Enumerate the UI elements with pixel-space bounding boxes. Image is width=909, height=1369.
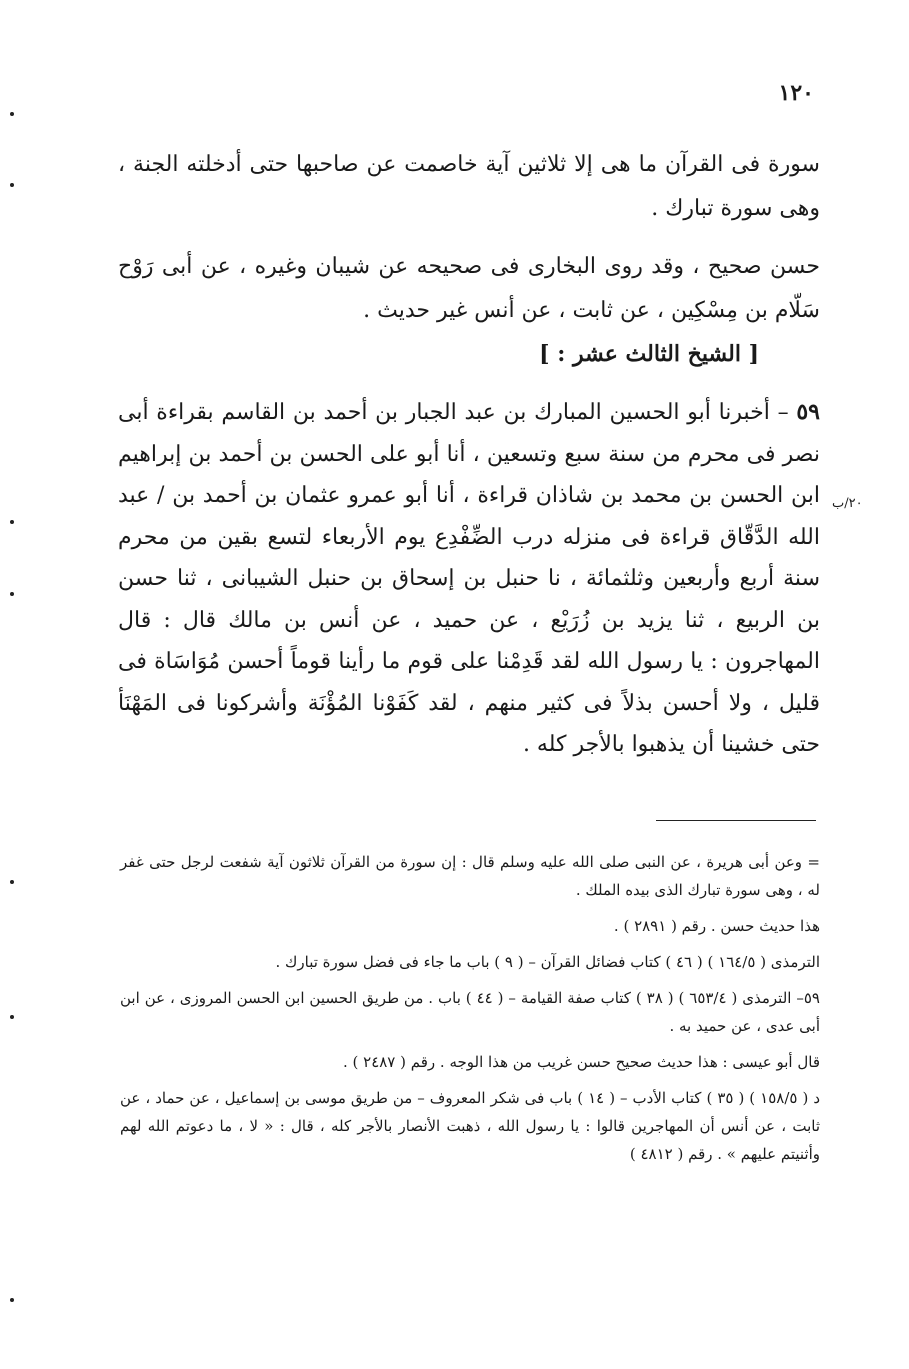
- footnote-separator: [656, 820, 816, 821]
- hadith-text: – أخبرنا أبو الحسين المبارك بن عبد الجبار بن أحمد بن القاسم بقراءة أبى نصر فى محرم من سنة سبع وتسعين ، أنا أبو على الحسن بن أحمد بن إبراهيم ابن الحسن بن محمد بن شاذان قراءة ، أنا أبو عمرو عثمان بن أحمد بن / عبد الله الدَّقّاق قراءة فى منزله درب الضِّفْدِع يوم الأربعاء لتسع بقين من محرم سنة أربع وأربعين وثلثمائة ، نا حنبل بن إسحاق بن حنبل الشيبانى ، ثنا حسن بن الربيع ، ثنا يزيد بن زُرَيْع ، عن حميد ، عن أنس بن مالك قال : قال المهاجرون : يا رسول الله لقد قَدِمْنا على قوم ما رأينا قوماً أحسن مُوَاسَاة فى قليل ، ولا أحسن بذلاً فى كثير منهم ، لقد كَفَوْنا المُؤْنَة وأشركونا فى المَهْنَأ حتى خشينا أن يذهبوا بالأجر كله .: [118, 400, 820, 757]
- scan-mark: [10, 1298, 14, 1302]
- footnote-2: هذا حديث حسن . رقم ( ٢٨٩١ ) .: [613, 917, 820, 935]
- scan-mark: [10, 880, 14, 884]
- footnote-5: قال أبو عيسى : هذا حديث صحيح حسن غريب من هذا الوجه . رقم ( ٢٤٨٧ ) .: [342, 1053, 820, 1071]
- footnote-3: الترمذى ( ١٦٤/٥ ) ( ٤٦ ) كتاب فضائل القرآن – ( ٩ ) باب ما جاء فى فضل سورة تبارك .: [275, 953, 820, 971]
- hadith-paragraph: [118, 392, 820, 766]
- scan-mark: [10, 112, 14, 116]
- footnote-4: ٥٩– الترمذى ( ٦٥٣/٤ ) ( ٣٨ ) كتاب صفة القيامة – ( ٤٤ ) باب . من طريق الحسين ابن الحسن المروزى ، عن ابن أبى عدى ، عن حميد به .: [120, 989, 820, 1035]
- scan-mark: [10, 1015, 14, 1019]
- manuscript-folio-note: ٢٠/ب: [832, 496, 863, 511]
- page-number: ١٢٠: [778, 80, 814, 106]
- section-heading: [ الشيخ الثالث عشر : ]: [539, 341, 759, 367]
- footnote-1: = وعن أبى هريرة ، عن النبى صلى الله عليه وسلم قال : إن سورة من القرآن ثلاثون آية شفعت لرجل حتى غفر له ، وهى سورة تبارك الذى بيده الملك .: [120, 853, 820, 899]
- scan-mark: [10, 183, 14, 187]
- hadith-number: ٥٩: [796, 399, 820, 425]
- footnote-6: د ( ١٥٨/٥ ) ( ٣٥ ) كتاب الأدب – ( ١٤ ) باب فى شكر المعروف – من طريق موسى بن إسماعيل ، عن حماد ، عن ثابت ، عن أنس أن المهاجرين قالوا : يا رسول الله ، ذهبت الأنصار بالأجر كله ، قال : « لا ، ما دعوتم الله لهم وأثنيتم عليهم » . رقم ( ٤٨١٢ ): [120, 1089, 820, 1163]
- footnotes: [120, 848, 820, 1168]
- scan-mark: [10, 520, 14, 524]
- scan-mark: [10, 592, 14, 596]
- paragraph-1: سورة فى القرآن ما هى إلا ثلاثين آية خاصمت عن صاحبها حتى أدخلته الجنة ، وهى سورة تبارك .: [118, 152, 820, 221]
- paragraph-2: حسن صحيح ، وقد روى البخارى فى صحيحه عن شيبان وغيره ، عن أبى رَوْح سَلّام بن مِسْكِين ، عن ثابت ، عن أنس غير حديث .: [118, 254, 820, 323]
